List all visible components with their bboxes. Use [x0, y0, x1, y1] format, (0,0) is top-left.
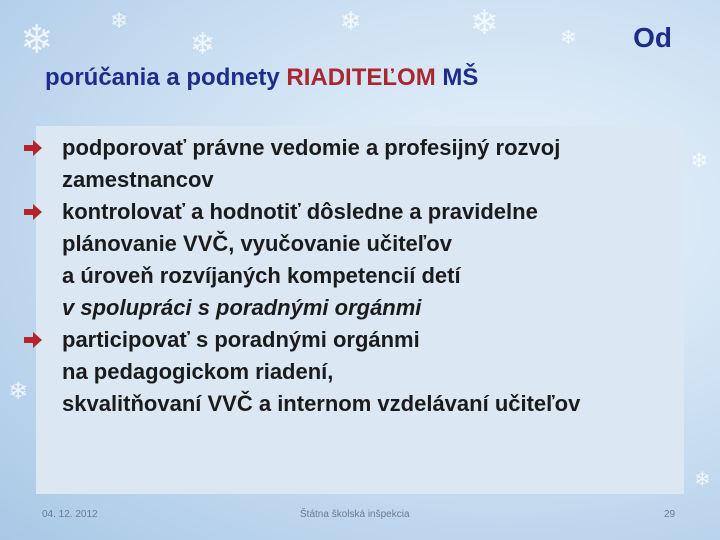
bullet-text: plánovanie VVČ, vyučovanie učiteľov	[62, 231, 452, 256]
title-accent: RIADITEĽOM	[286, 64, 436, 91]
bullet-item	[24, 196, 694, 324]
slide-title	[45, 64, 478, 92]
footer-organization: Štátna školská inšpekcia	[300, 509, 410, 520]
snowflake-icon: ❄	[690, 148, 709, 173]
bullet-item	[24, 324, 694, 420]
bullet-text: a úroveň rozvíjaných kompetencií detí	[62, 263, 461, 288]
footer-page-number: 29	[664, 509, 676, 520]
arrow-bullet-icon	[24, 332, 42, 348]
bullet-text: skvalitňovaní VVČ a internom vzdelávaní učiteľov	[62, 391, 581, 416]
snowflake-icon: ❄	[340, 6, 362, 36]
slide-title-top: Od	[633, 22, 672, 53]
bullet-text: participovať s poradnými orgánmi	[62, 327, 420, 352]
snowflake-icon: ❄	[694, 469, 711, 491]
bullet-text: na pedagogickom riadení,	[62, 359, 334, 384]
snowflake-icon: ❄	[20, 18, 54, 62]
bullet-text-italic: v spolupráci s poradnými orgánmi	[62, 295, 422, 320]
snowflake-icon: ❄	[110, 8, 129, 33]
snowflake-icon: ❄	[190, 28, 216, 61]
snowflake-icon: ❄	[8, 378, 29, 405]
arrow-bullet-icon	[24, 204, 42, 220]
title-prefix: porúčania a podnety	[45, 64, 287, 91]
title-suffix: MŠ	[435, 64, 479, 91]
arrow-bullet-icon	[24, 140, 42, 156]
snowflake-icon: ❄	[560, 27, 577, 49]
bullet-text: podporovať právne vedomie a profesijný rozvoj	[62, 135, 561, 160]
bullet-text: kontrolovať a hodnotiť dôsledne a pravidelne	[62, 199, 538, 224]
bullet-text: zamestnancov	[62, 167, 214, 192]
snowflake-icon: ❄	[470, 4, 499, 42]
footer-date: 04. 12. 2012	[42, 509, 98, 520]
bullet-item	[24, 132, 694, 196]
bullet-list	[24, 132, 694, 420]
